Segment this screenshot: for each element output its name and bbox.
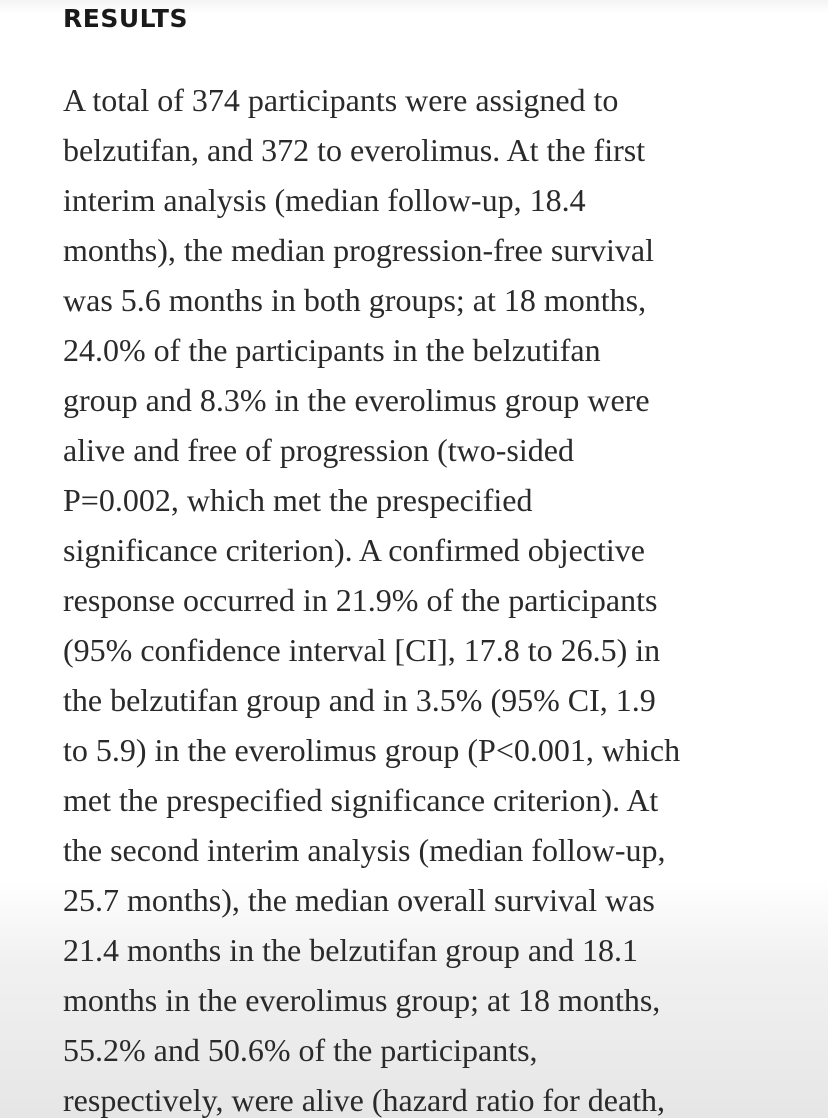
text-line: alive and free of progression (two-sided [63,432,574,468]
text-line: 25.7 months), the median overall survival was [63,882,655,918]
text-line: 24.0% of the participants in the belzutifan [63,332,601,368]
text-line: months), the median progression-free survival [63,232,654,268]
text-line: group and 8.3% in the everolimus group were [63,382,650,418]
results-paragraph [63,75,823,1118]
text-line: belzutifan, and 372 to everolimus. At the first [63,132,646,168]
text-line: P=0.002, which met the prespecified [63,482,533,518]
text-line: the belzutifan group and in 3.5% (95% CI, 1.9 [63,682,656,718]
text-line: 55.2% and 50.6% of the participants, [63,1032,538,1068]
text-line: to 5.9) in the everolimus group (P<0.001, which [63,732,681,768]
text-line: the second interim analysis (median follow-up, [63,832,666,868]
text-line: 21.4 months in the belzutifan group and 18.1 [63,932,639,968]
text-line: response occurred in 21.9% of the participants [63,582,658,618]
text-line: interim analysis (median follow-up, 18.4 [63,182,586,218]
text-line: respectively, were alive (hazard ratio for death, [63,1082,666,1118]
text-line: significance criterion). A confirmed objective [63,532,645,568]
text-line: was 5.6 months in both groups; at 18 months, [63,282,647,318]
text-line: (95% confidence interval [CI], 17.8 to 26.5) in [63,632,661,668]
text-line: met the prespecified significance criterion). At [63,782,659,818]
text-line: months in the everolimus group; at 18 months, [63,982,661,1018]
section-heading: RESULTS [63,4,188,33]
text-line: A total of 374 participants were assigned to [63,82,619,118]
